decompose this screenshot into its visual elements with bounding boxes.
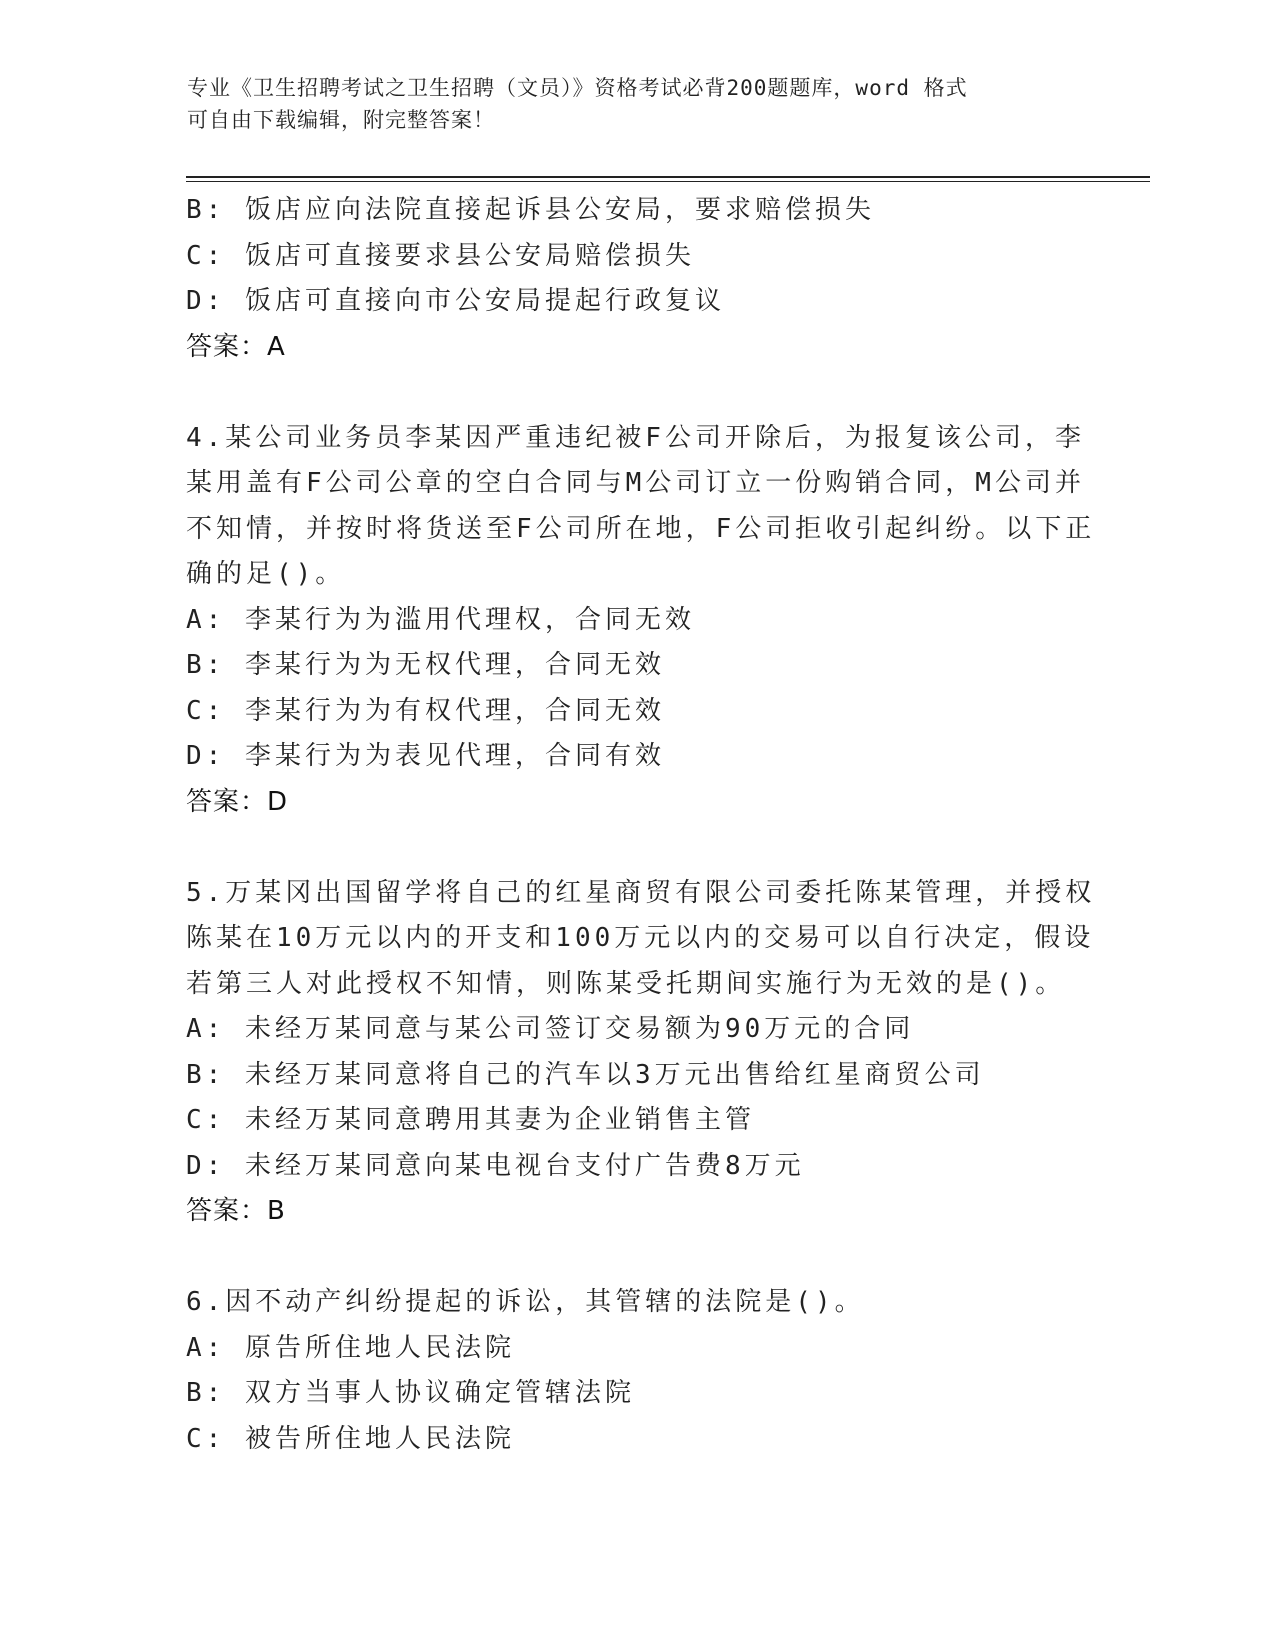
- question-stem-line: 某用盖有F公司公章的空白合同与M公司订立一份购销合同，M公司并: [186, 468, 1085, 498]
- option-d: D: 李某行为为表见代理，合同有效: [186, 741, 665, 771]
- document-header: [187, 72, 1087, 136]
- question-6: [186, 1280, 1086, 1462]
- spacer: [186, 1235, 1086, 1281]
- question-list: [186, 188, 1096, 1462]
- option-c: C: 被告所住地人民法院: [186, 1423, 515, 1454]
- question-stem-line: 不知情，并按时将货送至F公司所在地，F公司拒收引起纠纷。以下正: [186, 513, 1096, 544]
- spacer: [186, 370, 1086, 416]
- option-a: A: 原告所住地人民法院: [186, 1332, 515, 1363]
- spacer: [186, 825, 1086, 871]
- question-stem-line: 5.万某冈出国留学将自己的红星商贸有限公司委托陈某管理，并授权: [186, 877, 1096, 908]
- question-stem-line: 确的足()。: [186, 559, 346, 589]
- question-stem-line: 若第三人对此授权不知情，则陈某受托期间实施行为无效的是()。: [186, 968, 1066, 999]
- question-stem-line: 6.因不动产纠纷提起的诉讼，其管辖的法院是()。: [186, 1287, 865, 1317]
- question-4: [186, 416, 1096, 826]
- option-c: C: 李某行为为有权代理，合同无效: [186, 695, 665, 726]
- option-c: C: 饭店可直接要求县公安局赔偿损失: [186, 240, 695, 271]
- option-a: A: 未经万某同意与某公司签订交易额为90万元的合同: [186, 1014, 915, 1044]
- header-line-2: 可自由下载编辑，附完整答案！: [187, 108, 495, 132]
- header-divider-thin: [186, 181, 1150, 182]
- option-b: B: 未经万某同意将自己的汽车以3万元出售给红星商贸公司: [186, 1059, 985, 1090]
- option-b: B: 饭店应向法院直接起诉县公安局，要求赔偿损失: [186, 195, 875, 225]
- question-stem-line: 4.某公司业务员李某因严重违纪被F公司开除后，为报复该公司，李: [186, 422, 1085, 453]
- header-divider-thick: [186, 176, 1150, 178]
- option-a: A: 李某行为为滥用代理权，合同无效: [186, 604, 695, 635]
- question-5: [186, 871, 1096, 1235]
- option-b: B: 李某行为为无权代理，合同无效: [186, 650, 665, 680]
- question-stem-line: 陈某在10万元以内的开支和100万元以内的交易可以自行决定，假设: [186, 923, 1095, 953]
- question-3-tail: [186, 188, 1086, 370]
- option-b: B: 双方当事人协议确定管辖法院: [186, 1378, 635, 1408]
- answer-label: 答案：D: [186, 786, 289, 817]
- answer-label: 答案：A: [186, 331, 286, 362]
- option-d: D: 饭店可直接向市公安局提起行政复议: [186, 286, 725, 316]
- option-d: D: 未经万某同意向某电视台支付广告费8万元: [186, 1150, 805, 1181]
- option-c: C: 未经万某同意聘用其妻为企业销售主管: [186, 1105, 755, 1135]
- header-line-1: 专业《卫生招聘考试之卫生招聘（文员）》资格考试必背200题题库，word 格式: [187, 76, 968, 100]
- answer-label: 答案：B: [186, 1196, 286, 1226]
